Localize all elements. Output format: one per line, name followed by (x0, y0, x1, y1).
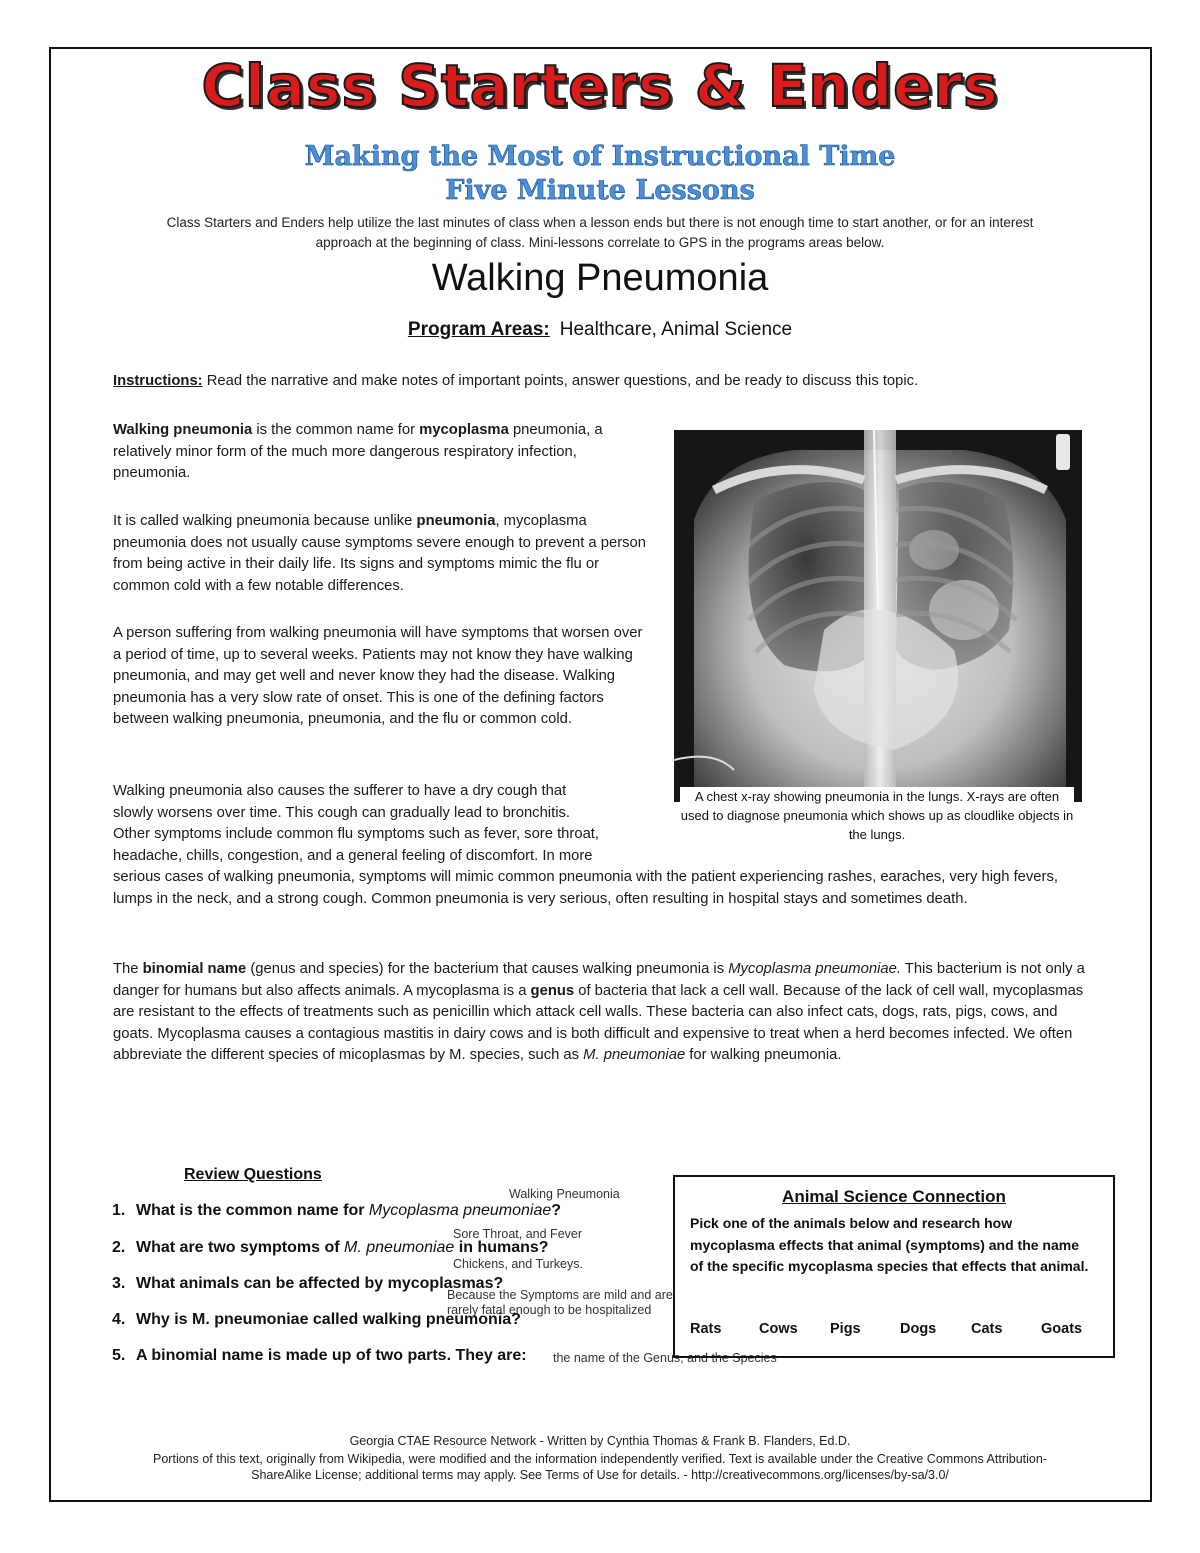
term-genus: genus (530, 982, 575, 999)
question-number: 5. (112, 1347, 126, 1364)
subtitle-line2: Five Minute Lessons (445, 175, 755, 206)
animal-cows: Cows (759, 1321, 798, 1337)
chest-xray-image (674, 430, 1082, 802)
answer-1[interactable]: Walking Pneumonia (509, 1187, 620, 1201)
question-text: ? (551, 1202, 562, 1219)
text-span: It is called walking pneumonia because unlike (113, 513, 417, 529)
footer-license-line2: ShareAlike License; additional terms may apply. See Terms of Use for details. - http://creativecommons.org/licenses/by-sa/3.0/ (251, 1468, 949, 1482)
subtitle-line1: Making the Most of Instructional Time (304, 141, 896, 172)
term-mycoplasma: mycoplasma (419, 422, 509, 438)
term-binomial-name: binomial name (142, 961, 247, 977)
animal-science-title: Animal Science Connection (782, 1187, 1006, 1206)
term-pneumonia: pneumonia (416, 513, 496, 529)
text-line: slowly worsens over time. This cough can gradually lead to bronchitis. (113, 804, 571, 821)
text-span: The (113, 961, 143, 977)
animal-cats: Cats (971, 1321, 1003, 1337)
intro-line1: Class Starters and Enders help utilize the last minutes of class when a lesson ends but there is not enough time to start another, or for an interest (166, 215, 1034, 230)
question-text: What animals can be affected by mycoplasmas? (136, 1275, 504, 1292)
page-title: Walking Pneumonia (431, 257, 769, 299)
question-number: 4. (112, 1311, 126, 1328)
animal-pigs: Pigs (830, 1321, 861, 1337)
text-span: is the common name for (252, 422, 420, 438)
question-italic: M. pneumoniae (344, 1239, 455, 1256)
paragraph-definition (113, 420, 653, 485)
text-span: for walking pneumonia. (685, 1047, 842, 1063)
answer-5[interactable]: the name of the Genus, and the Species (553, 1351, 777, 1365)
chest-xray-graphic (674, 430, 1082, 802)
answer-2[interactable]: Sore Throat, and Fever (453, 1227, 583, 1241)
instructions-label: Instructions: (113, 373, 203, 389)
question-italic: Mycoplasma pneumoniae (368, 1202, 552, 1219)
footer-credit: Georgia CTAE Resource Network - Written by Cynthia Thomas & Frank B. Flanders, Ed.D. (349, 1434, 851, 1448)
question-number: 2. (112, 1239, 126, 1256)
class-starters-logo: Class Starters & Enders (201, 52, 999, 120)
text-rest: serious cases of walking pneumonia, symptoms will mimic common pneumonia with the patient experiencing rashes, earaches, very high fevers, lumps in the neck, and a strong cough. Common pneumonia is very serious, often resulting in hospital stays and sometimes death. (113, 869, 1058, 907)
paragraph-why-called (113, 511, 653, 597)
intro-text (110, 213, 1090, 253)
question-5 (112, 1347, 527, 1365)
paragraph-symptoms-onset: A person suffering from walking pneumonia will have symptoms that worsen over a period of time, up to several weeks. Patients may not know they have walking pneumonia, and may get well and never know they had the disease. Walking pneumonia has a very slow rate of onset. This is one of the defining factors between walking pneumonia, pneumonia, and the flu or common cold. (113, 625, 643, 727)
text-line: headache, chills, congestion, and a general feeling of discomfort. In more (113, 847, 593, 864)
text-span: This bacterium is not only a danger for humans but also affects animals. A mycoplasma is a (113, 961, 1085, 999)
animal-dogs: Dogs (900, 1321, 937, 1337)
animal-science-text: Pick one of the animals below and research how mycoplasma effects that animal (symptoms) and the name of the specific mycoplasma species that effects that animal. (690, 1215, 1089, 1274)
paragraph-binomial (113, 959, 1093, 1067)
review-questions-title: Review Questions (184, 1166, 322, 1183)
text-span: , mycoplasma pneumonia does not usually cause symptoms severe enough to prevent a person from being active in their daily life. Its signs and symptoms mimic the flu or common cold with a few notable differences. (113, 513, 647, 594)
instructions (113, 371, 1093, 393)
answer-4-line2[interactable]: rarely fatal enough to be hospitalized (447, 1303, 652, 1317)
question-3 (112, 1275, 503, 1293)
question-text: in humans? (454, 1239, 549, 1256)
answer-3[interactable]: Chickens, and Turkeys. (453, 1257, 583, 1271)
question-number: 1. (112, 1202, 126, 1219)
program-areas (0, 319, 1200, 341)
question-text: What is the common name for (136, 1202, 369, 1219)
question-text: What are two symptoms of (136, 1239, 345, 1256)
species-abbrev: M. pneumoniae (583, 1047, 686, 1063)
intro-line2: approach at the beginning of class. Mini-lessons correlate to GPS in the programs areas below. (315, 235, 885, 250)
species-name: Mycoplasma pneumoniae. (728, 961, 901, 977)
text-line: Walking pneumonia also causes the sufferer to have a dry cough that (113, 783, 567, 799)
instructions-text: Read the narrative and make notes of important points, answer questions, and be ready to discuss this topic. (202, 373, 919, 389)
footer-license-line1: Portions of this text, originally from Wikipedia, were modified and the information independently verified. Text is available under the Creative Commons Attribution- (153, 1452, 1047, 1466)
question-text: A binomial name is made up of two parts. They are: (136, 1347, 527, 1364)
program-areas-label: Program Areas: (407, 319, 550, 340)
text-line: Other symptoms include common flu symptoms such as fever, sore throat, (113, 826, 600, 842)
term-walking-pneumonia: Walking pneumonia (113, 422, 253, 438)
question-number: 3. (112, 1275, 126, 1292)
xray-caption: A chest x-ray showing pneumonia in the lungs. X-rays are often used to diagnose pneumonia which shows up as cloudlike objects in the lungs. (680, 789, 1074, 842)
question-text: Why is M. pneumoniae called walking pneumonia? (136, 1311, 521, 1328)
animal-goats: Goats (1041, 1321, 1083, 1337)
text-span: (genus and species) for the bacterium that causes walking pneumonia is (246, 961, 729, 977)
text-span: of bacteria that lack a cell wall. Because of the lack of cell wall, mycoplasmas are resistant to the effects of treatments such as penicillin which attack cell walls. These bacteria can also infect cats, dogs, rats, pigs, cows, and goats. Mycoplasma causes a contagious mastitis in dairy cows and is both difficult and expensive to treat when a herd becomes infected. We often abbreviate the different species of micoplasmas by M. species, such as (113, 982, 1084, 1063)
animal-rats: Rats (690, 1321, 722, 1337)
question-1 (112, 1202, 561, 1220)
answer-4-line1[interactable]: Because the Symptoms are mild and are (447, 1288, 673, 1302)
question-2 (112, 1239, 549, 1257)
text-span: pneumonia, a relatively minor form of the much more dangerous respiratory infection, pneumonia. (113, 422, 603, 481)
program-areas-value: Healthcare, Animal Science (559, 319, 793, 340)
animal-science-box (673, 1175, 1115, 1358)
